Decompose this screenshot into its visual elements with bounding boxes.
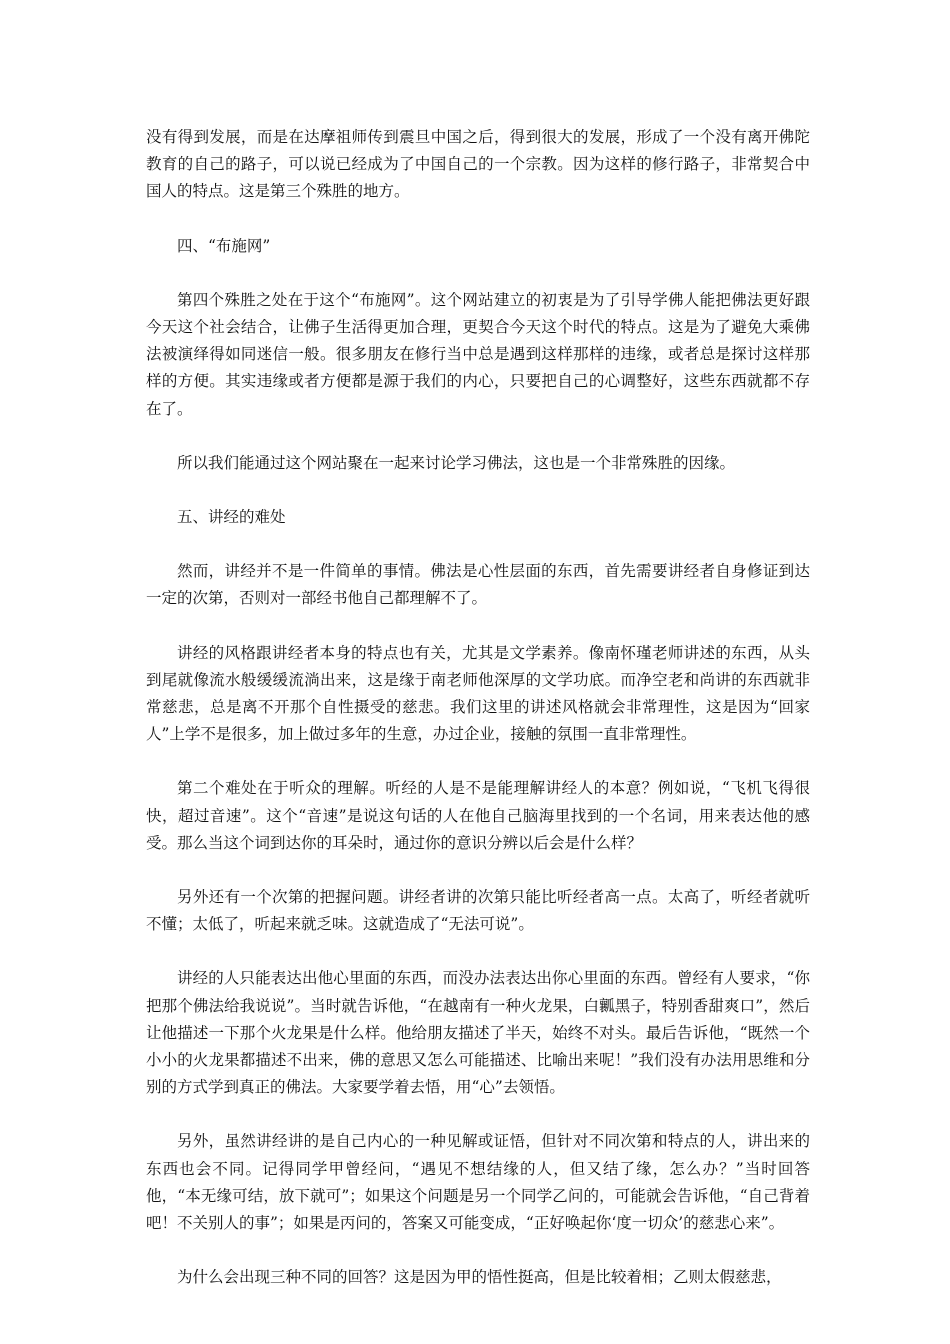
paragraph: 另外还有一个次第的把握问题。讲经者讲的次第只能比听经者高一点。太高了，听经者就听不懂；太低了，听起来就乏味。这就造成了“无法可说”。 xyxy=(146,888,810,934)
paragraph: 第四个殊胜之处在于这个“布施网”。这个网站建立的初衷是为了引导学佛人能把佛法更好跟今天这个社会结合，让佛子生活得更加合理，更契合今天这个时代的特点。这是为了避免大乘佛法被演绎得如同迷信一般。很多朋友在修行当中总是遇到这样那样的违缘，或者总是探讨这样那样的方便。其实违缘或者方便都是源于我们的内心，只要把自己的心调整好，这些东西就都不存在了。 xyxy=(146,290,810,418)
document-page xyxy=(146,124,810,1319)
paragraph: 所以我们能通过这个网站聚在一起来讨论学习佛法，这也是一个非常殊胜的因缘。 xyxy=(177,453,736,472)
paragraph-continued: 没有得到发展，而是在达摩祖师传到震旦中国之后，得到很大的发展，形成了一个没有离开佛陀教育的自己的路子，可以说已经成为了中国自己的一个宗教。因为这样的修行路子，非常契合中国人的特点。这是第三个殊胜的地方。 xyxy=(146,128,810,201)
paragraph: 第二个难处在于听众的理解。听经的人是不是能理解讲经人的本意？例如说，“飞机飞得很快，超过音速”。这个“音速”是说这句话的人在他自己脑海里找到的一个名词，用来表达他的感受。那么当这个词到达你的耳朵时，通过你的意识分辨以后会是什么样？ xyxy=(146,779,810,852)
paragraph: 另外，虽然讲经讲的是自己内心的一种见解或证悟，但针对不同次第和特点的人，讲出来的东西也会不同。记得同学甲曾经问，“遇见不想结缘的人，但又结了缘，怎么办？”当时回答他，“本无缘可结，放下就可”；如果这个问题是另一个同学乙问的，可能就会告诉他，“自己背着吧！不关别人的事”；如果是丙问的，答案又可能变成，“正好唤起你‘度一切众’的慈悲心来”。 xyxy=(146,1132,810,1233)
section-heading-4: 四、“布施网” xyxy=(177,236,271,255)
paragraph: 然而，讲经并不是一件简单的事情。佛法是心性层面的东西，首先需要讲经者自身修证到达一定的次第，否则对一部经书他自己都理解不了。 xyxy=(146,562,810,608)
paragraph-truncated: 为什么会出现三种不同的回答？这是因为甲的悟性挺高，但是比较着相；乙则太假慈悲， xyxy=(177,1268,782,1287)
section-heading-5: 五、讲经的难处 xyxy=(177,508,286,527)
paragraph: 讲经的风格跟讲经者本身的特点也有关，尤其是文学素养。像南怀瑾老师讲述的东西，从头到尾就像流水般缓缓流淌出来，这是缘于南老师他深厚的文学功底。而净空老和尚讲的东西就非常慈悲，总是离不开那个自性摄受的慈悲。我们这里的讲述风格就会非常理性，这是因为“回家人”上学不是很多，加上做过多年的生意，办过企业，接触的氛围一直非常理性。 xyxy=(146,643,810,744)
paragraph: 讲经的人只能表达出他心里面的东西，而没办法表达出你心里面的东西。曾经有人要求，“你把那个佛法给我说说”。当时就告诉他，“在越南有一种火龙果，白瓤黑子，特别香甜爽口”，然后让他描述一下那个火龙果是什么样。他给朋友描述了半天，始终不对头。最后告诉他，“既然一个小小的火龙果都描述不出来，佛的意思又怎么可能描述、比喻出来呢！”我们没有办法用思维和分别的方式学到真正的佛法。大家要学着去悟，用“心”去领悟。 xyxy=(146,969,810,1097)
